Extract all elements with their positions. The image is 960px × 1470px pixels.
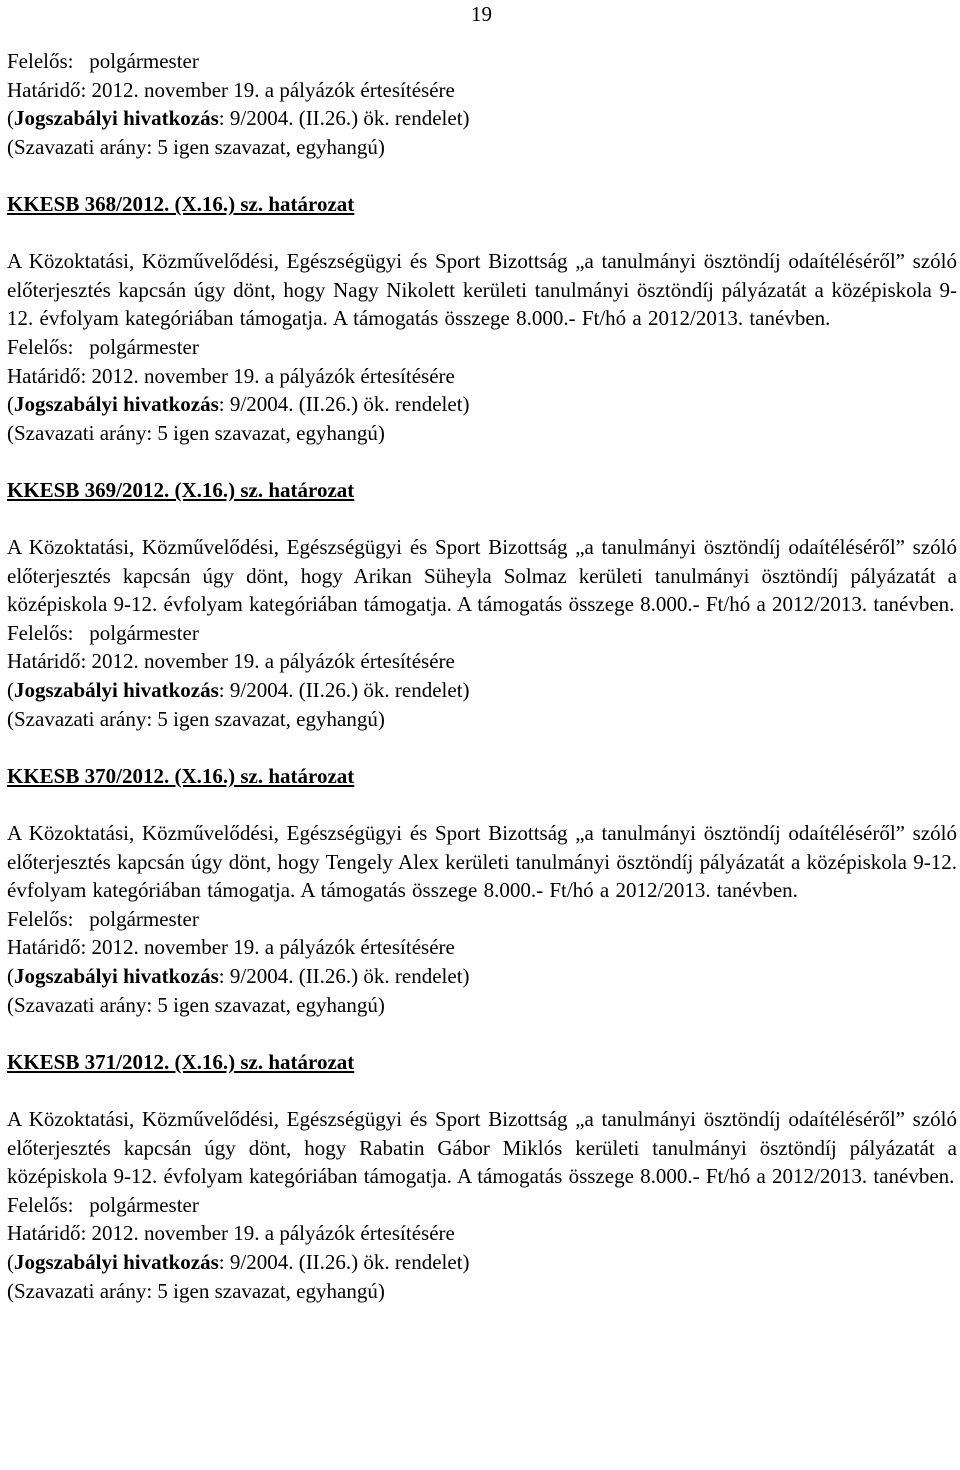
deadline-line: Határidő: 2012. november 19. a pályázók értesítésére — [7, 363, 455, 388]
legal-reference-open: ( — [7, 678, 14, 703]
legal-reference-label: Jogszabályi hivatkozás — [14, 392, 219, 417]
resolution-body: A Közoktatási, Közművelődési, Egészségügyi és Sport Bizottság „a tanulmányi ösztöndíj odaítéléséről” szóló előterjesztés kapcsán úgy dönt, hogy Nagy Nikolett kerületi tanulmányi ösztöndíj pályázatát a középiskola 9-12. évfolyam kategóriában támogatja. A támogatás összege 8.000.- Ft/hó a 2012/2013. tanévben. — [7, 249, 957, 331]
spacer — [7, 790, 957, 819]
legal-reference-text: : 9/2004. (II.26.) ök. rendelet) — [218, 392, 470, 417]
legal-reference-label: Jogszabályi hivatkozás — [14, 106, 219, 131]
legal-reference-open: ( — [7, 1249, 14, 1274]
legal-reference-label: Jogszabályi hivatkozás — [14, 1249, 219, 1274]
resolution-heading: KKESB 371/2012. (X.16.) sz. határozat — [7, 1049, 355, 1074]
vote-ratio-line: (Szavazati arány: 5 igen szavazat, egyhangú) — [7, 134, 385, 159]
deadline-line: Határidő: 2012. november 19. a pályázók értesítésére — [7, 935, 455, 960]
deadline-line: Határidő: 2012. november 19. a pályázók értesítésére — [7, 77, 455, 102]
previous-resolution-footer — [7, 47, 957, 161]
legal-reference-open: ( — [7, 392, 14, 417]
legal-reference-text: : 9/2004. (II.26.) ök. rendelet) — [218, 678, 470, 703]
responsible-line: Felelős: polgármester — [7, 49, 199, 73]
legal-reference-line — [7, 962, 957, 991]
resolution-body: A Közoktatási, Közművelődési, Egészségügyi és Sport Bizottság „a tanulmányi ösztöndíj odaítéléséről” szóló előterjesztés kapcsán úgy dönt, hogy Tengely Alex kerületi tanulmányi ösztöndíj pályázatát a középiskola 9-12. évfolyam kategóriában támogatja. A támogatás összege 8.000.- Ft/hó a 2012/2013. tanévben. — [7, 821, 957, 903]
deadline-line: Határidő: 2012. november 19. a pályázók értesítésére — [7, 649, 455, 674]
page-number: 19 — [471, 2, 492, 26]
resolution-heading: KKESB 369/2012. (X.16.) sz. határozat — [7, 477, 355, 502]
spacer — [7, 447, 957, 476]
responsible-line: Felelős: polgármester — [7, 620, 199, 645]
vote-ratio-line: (Szavazati arány: 5 igen szavazat, egyhangú) — [7, 706, 385, 731]
legal-reference-line — [7, 104, 957, 133]
spacer — [7, 505, 957, 534]
deadline-line: Határidő: 2012. november 19. a pályázók értesítésére — [7, 1221, 455, 1246]
spacer — [7, 1019, 957, 1048]
resolution-block — [7, 476, 957, 733]
legal-reference-text: : 9/2004. (II.26.) ök. rendelet) — [218, 1249, 470, 1274]
spacer — [7, 1076, 957, 1105]
legal-reference-label: Jogszabályi hivatkozás — [14, 964, 219, 988]
legal-reference-text: : 9/2004. (II.26.) ök. rendelet) — [218, 964, 470, 988]
spacer — [7, 733, 957, 762]
responsible-line: Felelős: polgármester — [7, 906, 199, 931]
spacer — [7, 161, 957, 190]
resolution-heading: KKESB 368/2012. (X.16.) sz. határozat — [7, 191, 355, 216]
vote-ratio-line: (Szavazati arány: 5 igen szavazat, egyhangú) — [7, 420, 385, 445]
spacer — [7, 219, 957, 248]
legal-reference-line — [7, 1248, 957, 1277]
legal-reference-open: ( — [7, 964, 14, 988]
resolution-block — [7, 190, 957, 447]
responsible-line: Felelős: polgármester — [7, 334, 199, 359]
vote-ratio-line: (Szavazati arány: 5 igen szavazat, egyhangú) — [7, 992, 385, 1017]
legal-reference-line — [7, 676, 957, 705]
resolution-block — [7, 1048, 957, 1305]
document-body — [7, 47, 957, 1305]
resolution-body: A Közoktatási, Közművelődési, Egészségügyi és Sport Bizottság „a tanulmányi ösztöndíj odaítéléséről” szóló előterjesztés kapcsán úgy dönt, hogy Arikan Süheyla Solmaz kerületi tanulmányi ösztöndíj pályázatát a középiskola 9-12. évfolyam kategóriában támogatja. A támogatás összege 8.000.- Ft/hó a 2012/2013. tanévben. — [7, 535, 957, 617]
legal-reference-open: ( — [7, 106, 14, 131]
legal-reference-line — [7, 390, 957, 419]
resolution-block — [7, 762, 957, 1019]
resolution-body: A Közoktatási, Közművelődési, Egészségügyi és Sport Bizottság „a tanulmányi ösztöndíj odaítéléséről” szóló előterjesztés kapcsán úgy dönt, hogy Rabatin Gábor Miklós kerületi tanulmányi ösztöndíj pályázatát a középiskola 9-12. évfolyam kategóriában támogatja. A támogatás összege 8.000.- Ft/hó a 2012/2013. tanévben. — [7, 1106, 957, 1189]
responsible-line: Felelős: polgármester — [7, 1192, 199, 1217]
vote-ratio-line: (Szavazati arány: 5 igen szavazat, egyhangú) — [7, 1278, 385, 1303]
legal-reference-label: Jogszabályi hivatkozás — [14, 678, 219, 703]
legal-reference-text: : 9/2004. (II.26.) ök. rendelet) — [218, 106, 470, 131]
resolution-heading: KKESB 370/2012. (X.16.) sz. határozat — [7, 763, 355, 788]
